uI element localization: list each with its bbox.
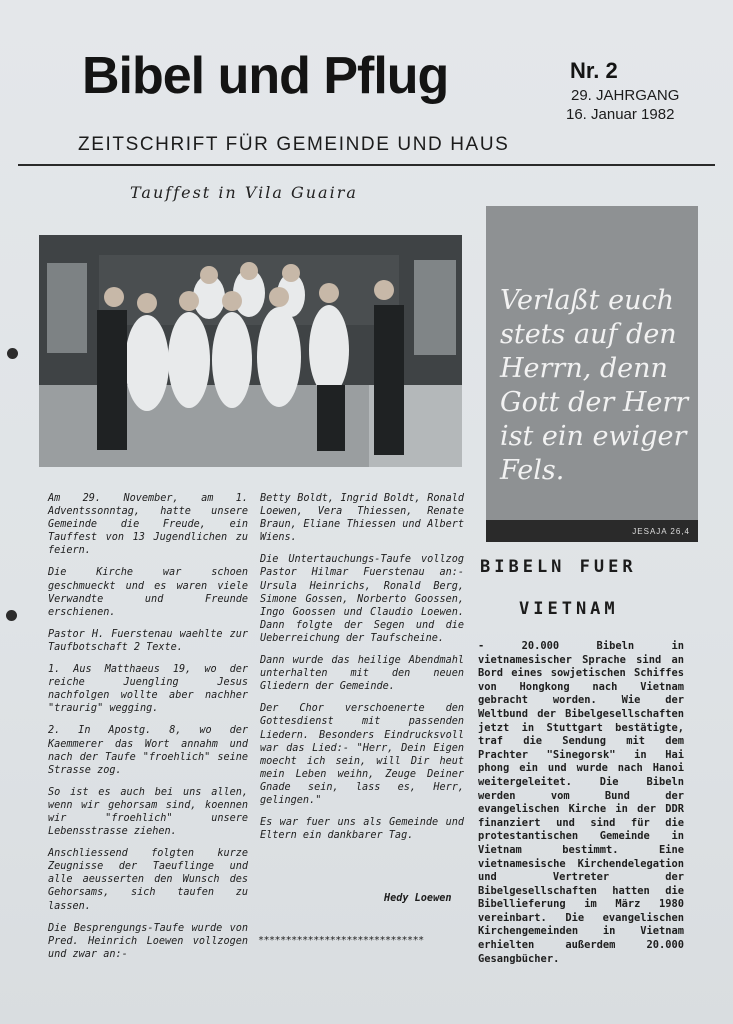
article-paragraph: Der Chor verschoenerte den Gottesdienst mit passenden Liedern. Besonders Eindrucksvoll war das Lied:- "Herr, Dein Eigen moecht ich sein, will Dir heut mein Leben weihn, Zeuge Deiner Gnade sein, lass es, Herr, gelingen."	[260, 703, 464, 806]
punch-hole-icon	[7, 348, 18, 359]
punch-hole-icon	[6, 610, 17, 621]
masthead-subtitle: ZEITSCHRIFT FÜR GEMEINDE UND HAUS	[78, 134, 510, 155]
article-paragraph: Anschliessend folgten kurze Zeugnisse der Taeuflinge und alle aeusserten den Wunsch des Gehorsams, sich taufen zu lassen.	[48, 848, 248, 912]
article-paragraph: Am 29. November, am 1. Adventssonntag, hatte unsere Gemeinde die Freude, ein Tauffest von 13 Jugendlichen zu feiern.	[48, 493, 248, 557]
group-photo	[39, 235, 462, 467]
article-title: Tauffest in Vila Guaira	[130, 183, 358, 202]
article-column-1	[48, 492, 248, 970]
article-paragraph: 1. Aus Matthaeus 19, wo der reiche Juengling Jesus nachfolgen wollte aber nachher "traurig" wegging.	[48, 664, 248, 715]
bible-verse-card	[486, 206, 698, 542]
issue-number: Nr. 2	[570, 58, 618, 83]
issue-date: 16. Januar 1982	[566, 106, 675, 123]
article-column-2	[260, 492, 464, 851]
article-paragraph: Dann wurde das heilige Abendmahl unterhalten mit den neuen Gliedern der Gemeinde.	[260, 655, 464, 693]
article-author: Hedy Loewen	[384, 893, 452, 904]
article-paragraph: Die Besprengungs-Taufe wurde von Pred. Heinrich Loewen vollzogen und zwar an:-	[48, 922, 248, 960]
sidebar-heading-line-1: BIBELN FUER	[480, 557, 637, 577]
section-divider: ******************************	[258, 935, 424, 946]
masthead-rule	[18, 164, 715, 166]
article-paragraph: Es war fuer uns als Gemeinde und Eltern ein dankbarer Tag.	[260, 817, 464, 842]
bible-verse-reference: JESAJA 26,4	[632, 527, 690, 536]
article-paragraph: Die Kirche war schoen geschmueckt und es waren viele Verwandte und Freunde erschienen.	[48, 567, 248, 618]
masthead-title: Bibel und Pflug	[82, 47, 449, 105]
sidebar-article-body: - 20.000 Bibeln in vietnamesischer Sprache sind an Bord eines sowjetischen Schiffes von Hongkong nach Vietnam gebracht worden. Wie der Weltbund der Bibelgesellschaften jetzt in Stuttgart bestätigte, traf die Sendung mit dem Prachter "Sinegorsk" in Hai phong ein und wurde nach Hanoi weitergeleitet. Die Bibeln werden vom Bund der evangelischen Kirche in der DDR finanziert und sind für die protestantischen Gemeinde in Vietnam bestimmt. Eine vietnamesische Kirchendelegation und Vertreter der Bibelgesellschaften hatten die Bibellieferung im März 1980 vereinbart. Die evangelischen Kirchengemeinden in Vietnam erhielten außerdem 20.000 Gesangbücher.	[478, 640, 684, 965]
issue-year: 29. JAHRGANG	[571, 87, 680, 104]
article-paragraph: Die Untertauchungs-Taufe vollzog Pastor Hilmar Fuerstenau an:- Ursula Heinrichs, Ronald Berg, Simone Gossen, Norberto Goossen, Ingo Goossen und Claudio Loewen. Dann folgte der Segen und die Ueberreichung der Taufscheine.	[260, 554, 464, 644]
article-paragraph: So ist es auch bei uns allen, wenn wir gehorsam sind, koennen wir "froehlich" unsere Lebensstrasse ziehen.	[48, 786, 248, 838]
bible-verse-text: Verlaßt euch stets auf den Herrn, denn Gott der Herr ist ein ewiger Fels.	[500, 285, 689, 486]
article-paragraph: Betty Boldt, Ingrid Boldt, Ronald Loewen, Vera Thiessen, Renate Braun, Eliane Thiessen und Albert Wiens.	[260, 493, 464, 544]
bible-verse-footer	[486, 520, 698, 542]
sidebar-heading-line-2: VIETNAM	[519, 599, 619, 619]
article-paragraph: 2. In Apostg. 8, wo der Kaemmerer das Wort annahm und nach der Taufe "froehlich" seine Strasse zog.	[48, 725, 248, 776]
article-paragraph: Pastor H. Fuerstenau waehlte zur Taufbotschaft 2 Texte.	[48, 628, 248, 653]
